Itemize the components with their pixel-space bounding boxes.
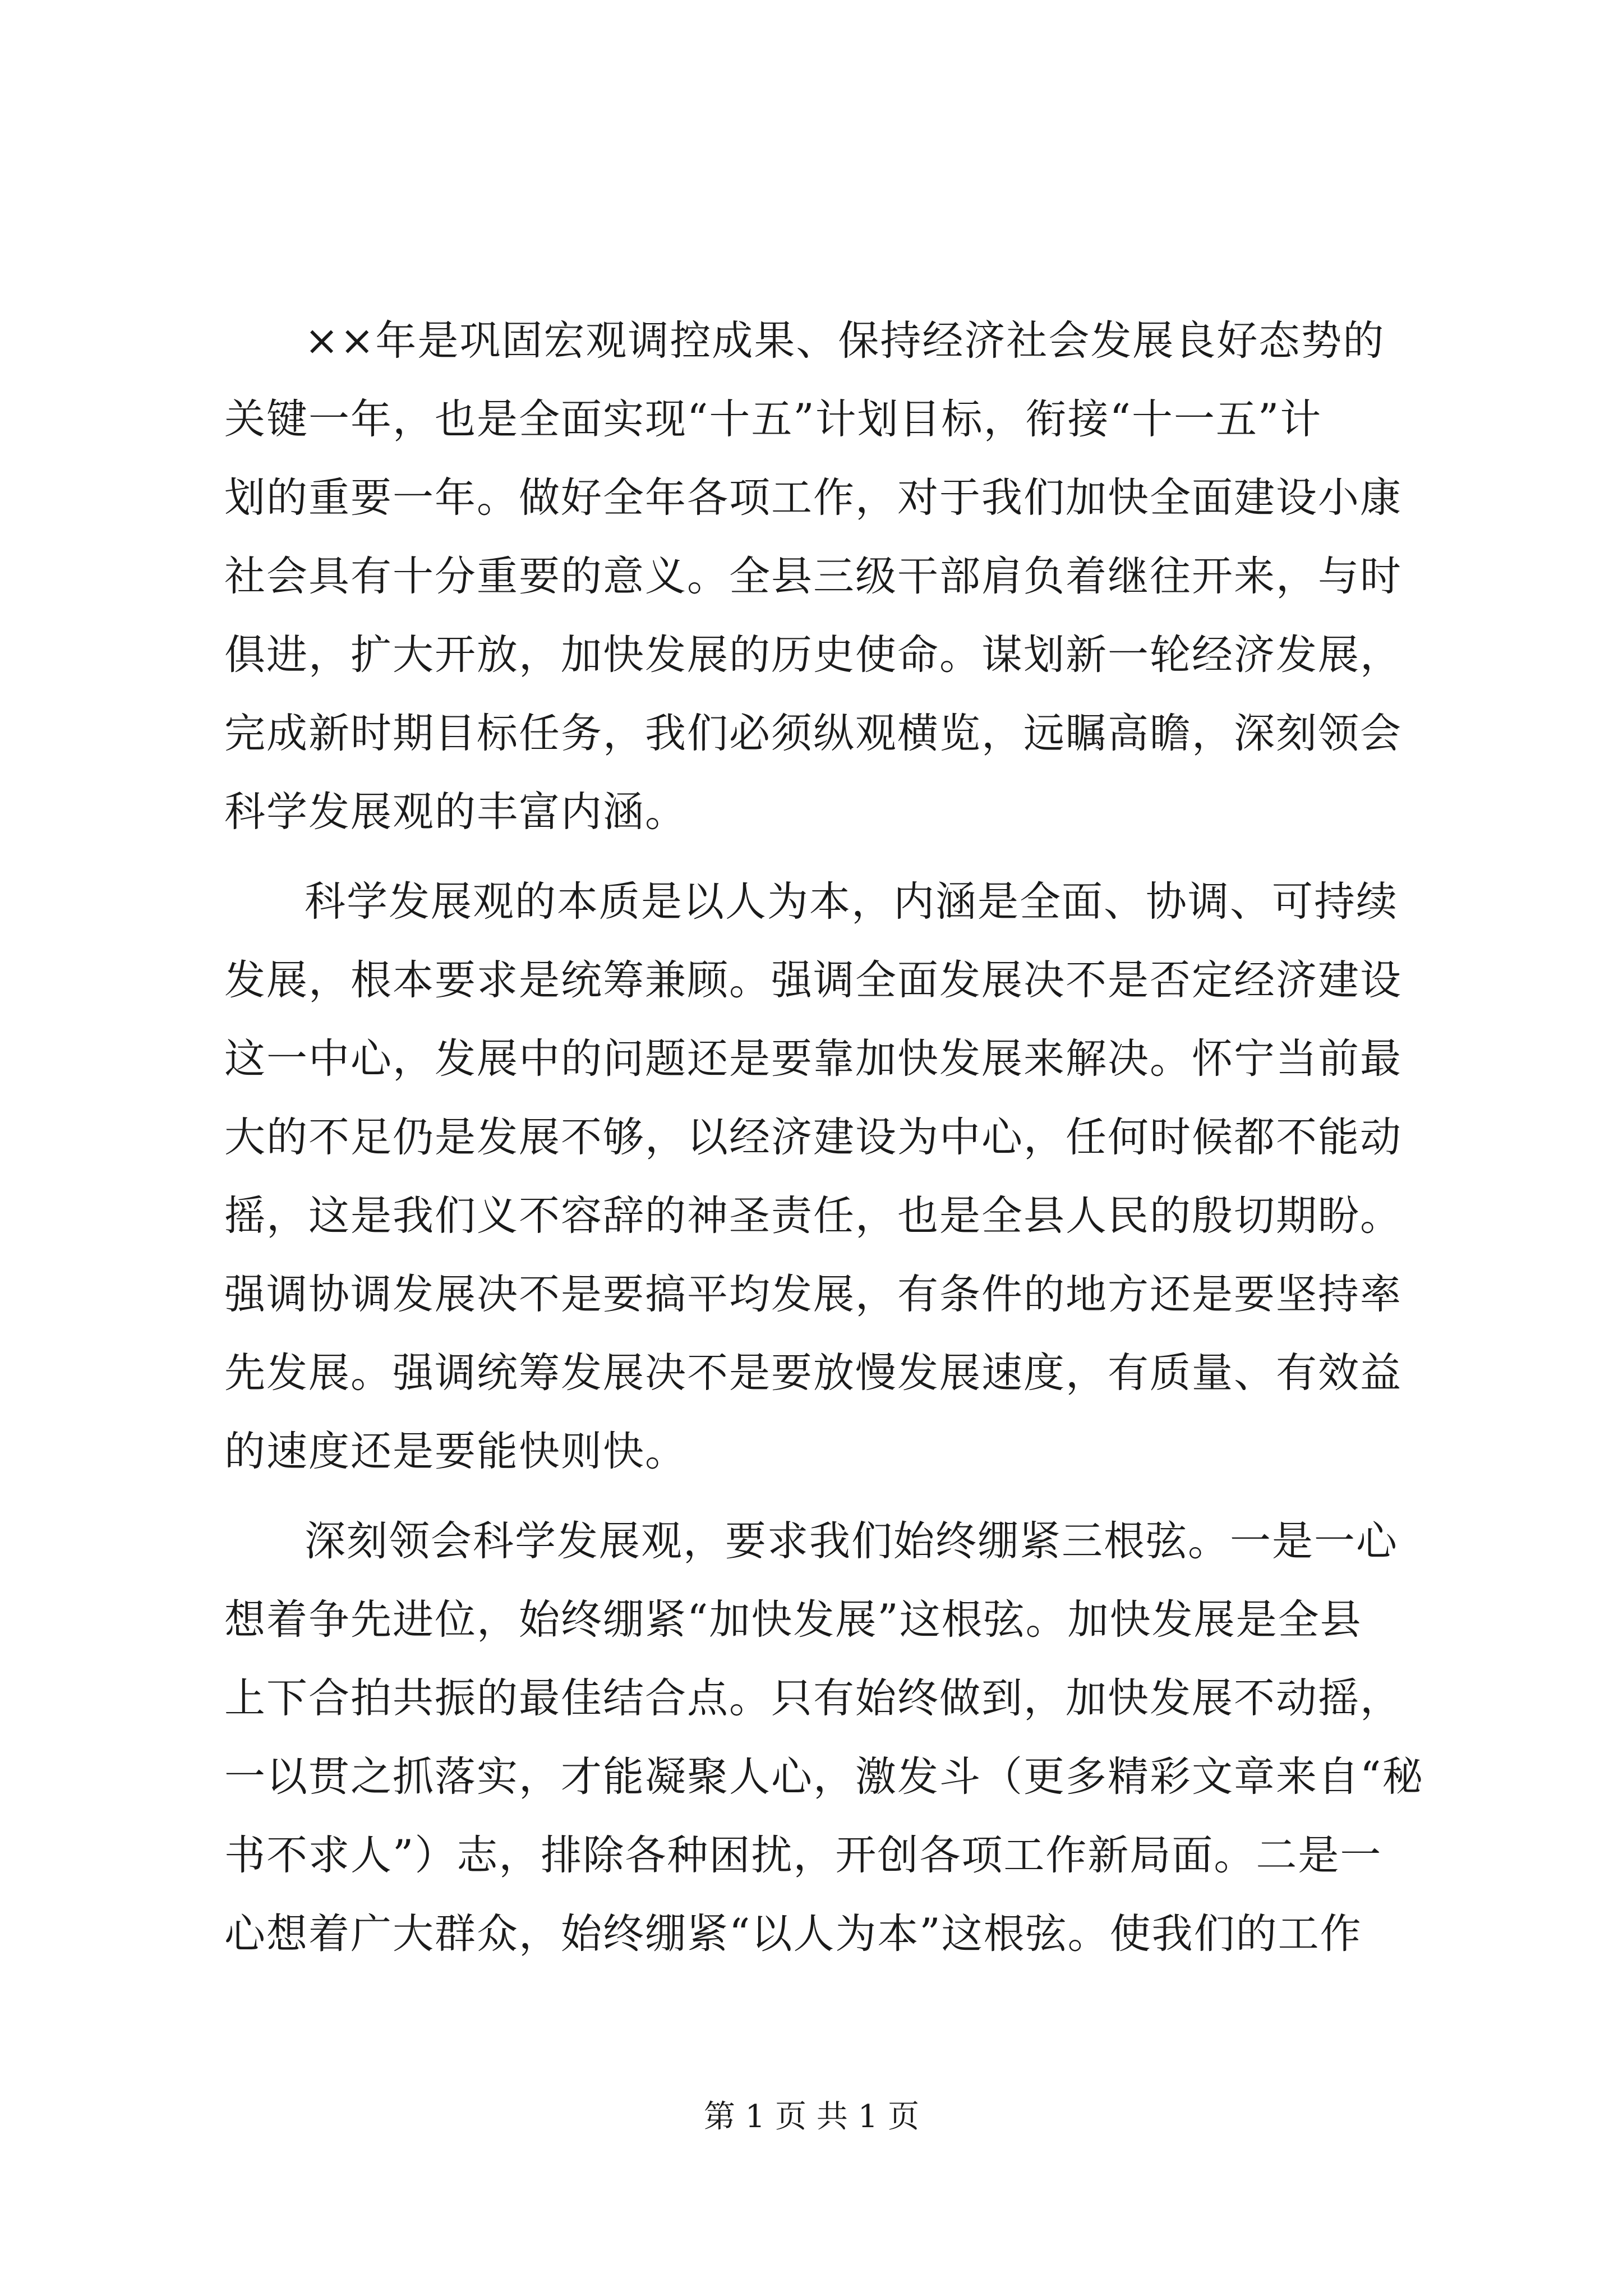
paragraph-line: 上下合拍共振的最佳结合点。只有始终做到，加快发展不动摇，	[224, 1674, 1402, 1722]
paragraph-line: 关键一年，也是全面实现“十五”计划目标，衔接“十一五”计	[224, 395, 1322, 443]
paragraph-line: 一以贯之抓落实，才能凝聚人心，激发斗（更多精彩文章来自“秘	[224, 1753, 1424, 1801]
paragraph-line: 强调协调发展决不是要搞平均发展，有条件的地方还是要坚持率	[224, 1271, 1402, 1318]
paragraph-line: 社会具有十分重要的意义。全县三级干部肩负着继往开来，与时	[224, 553, 1402, 600]
paragraph-line: 划的重要一年。做好全年各项工作，对于我们加快全面建设小康	[224, 474, 1402, 522]
paragraph-line: 科学发展观的本质是以人为本，内涵是全面、协调、可持续	[305, 878, 1398, 926]
paragraph-line: 科学发展观的丰富内涵。	[224, 788, 687, 836]
paragraph-line: 心想着广大群众，始终绷紧“以人为本”这根弦。使我们的工作	[224, 1910, 1362, 1958]
paragraph-line: 发展，根本要求是统筹兼顾。强调全面发展决不是否定经济建设	[224, 956, 1402, 1004]
paragraph-line: 深刻领会科学发展观，要求我们始终绷紧三根弦。一是一心	[305, 1517, 1398, 1565]
paragraph-line: ××年是巩固宏观调控成果、保持经济社会发展良好态势的	[305, 317, 1385, 365]
paragraph-line: 完成新时期目标任务，我们必须纵观横览，远瞩高瞻，深刻领会	[224, 710, 1402, 757]
paragraph-line: 先发展。强调统筹发展决不是要放慢发展速度，有质量、有效益	[224, 1349, 1402, 1397]
paragraph-line: 想着争先进位，始终绷紧“加快发展”这根弦。加快发展是全县	[224, 1596, 1362, 1644]
paragraph-line: 摇，这是我们义不容辞的神圣责任，也是全县人民的殷切期盼。	[224, 1192, 1402, 1240]
paragraph-line: 这一中心，发展中的问题还是要靠加快发展来解决。怀宁当前最	[224, 1035, 1402, 1083]
paragraph-line: 俱进，扩大开放，加快发展的历史使命。谋划新一轮经济发展，	[224, 631, 1402, 679]
page-number-label: 第 1 页 共 1 页	[703, 2099, 920, 2135]
paragraph-line: 大的不足仍是发展不够，以经济建设为中心，任何时候都不能动	[224, 1114, 1402, 1161]
paragraph-line: 书不求人”）志，排除各种困扰，开创各项工作新局面。二是一	[224, 1832, 1382, 1879]
paragraph-line: 的速度还是要能快则快。	[224, 1428, 687, 1475]
page-footer	[0, 2097, 1623, 2137]
